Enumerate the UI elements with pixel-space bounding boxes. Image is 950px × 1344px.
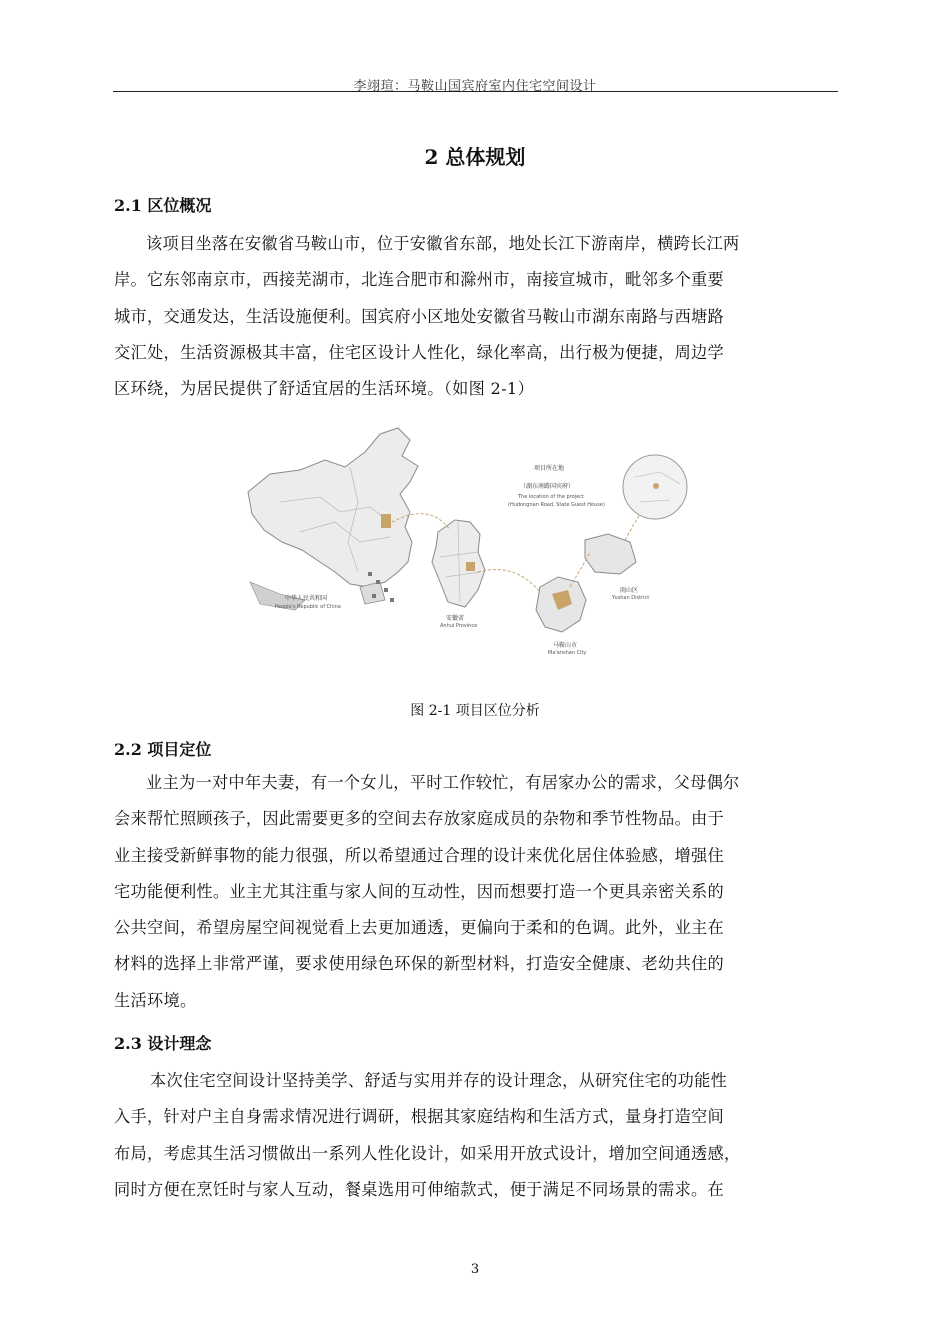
yushan-map [585, 534, 649, 601]
maanshan-label-cn: 马鞍山市 [553, 642, 578, 649]
anhui-map [432, 520, 485, 629]
text-line: 城市，交通发达，生活设施便利。国宾府小区地处安徽省马鞍山市湖东南路与西塘路 [114, 306, 725, 326]
project-label-en: The location of the project [518, 494, 584, 500]
running-title: 李翊瑄：马鞍山国宾府室内住宅空间设计 [353, 79, 597, 94]
text-line: 同时方便在烹饪时与家人互动，餐桌选用可伸缩款式，便于满足不同场景的需求。在 [114, 1179, 725, 1199]
maanshan-map [536, 577, 586, 656]
text-line: 本次住宅空间设计坚持美学、舒适与实用并存的设计理念，从研究住宅的功能性 [150, 1071, 728, 1090]
china-label-cn: 中华人民共和国 [285, 595, 328, 602]
china-map [248, 428, 418, 610]
text-line: 业主为一对中年夫妻，有一个女儿，平时工作较忙，有居家办公的需求，父母偶尔 [146, 773, 740, 792]
paragraph-location [114, 226, 844, 407]
text-line: 材料的选择上非常严谨，要求使用绿色环保的新型材料，打造安全健康、老幼共住的 [114, 954, 725, 974]
figure-caption: 图 2-1 项目区位分析 [410, 703, 540, 719]
text-line: 会来帮忙照顾孩子，因此需要更多的空间去存放家庭成员的杂物和季节性物品。由于 [114, 809, 725, 829]
maanshan-label-en: Ma'anshan City [548, 650, 587, 656]
text-line: 该项目坐落在安徽省马鞍山市，位于安徽省东部，地处长江下游南岸，横跨长江两 [146, 234, 740, 253]
section-heading-location: 2.1 区位概况 [114, 196, 212, 215]
text-line: 布局，考虑其生活习惯做出一系列人性化设计，如采用开放式设计，增加空间通透感， [114, 1143, 741, 1163]
text-line: 公共空间，希望房屋空间视觉看上去更加通透，更偏向于柔和的色调。此外，业主在 [114, 918, 725, 938]
chapter-title: 2 总体规划 [424, 145, 526, 169]
project-location-text [508, 464, 605, 508]
text-line: 生活环境。 [114, 990, 197, 1010]
anhui-label-en: Anhui Province [440, 623, 478, 629]
page-number: 3 [470, 1262, 480, 1277]
header-divider [113, 91, 838, 92]
maanshan-highlight [466, 562, 475, 571]
project-pin [653, 483, 659, 489]
anhui-label-cn: 安徽省 [446, 615, 465, 622]
text-line: 宅功能便利性。业主尤其注重与家人间的互动性，因而想要打造一个更具亲密关系的 [114, 881, 725, 901]
anhui-highlight [381, 514, 391, 528]
text-line: 区环绕，为居民提供了舒适宜居的生活环境。（如图 2-1） [114, 379, 535, 399]
yushan-label-en: Yushan District [612, 595, 650, 601]
china-label-en: People's Republic of China [275, 604, 341, 610]
project-site-circle [623, 455, 687, 519]
paragraph-design-concept [114, 1063, 844, 1208]
project-sub-label-en: (Hudongnan Road, State Guest House) [508, 502, 605, 508]
section-heading-design-concept: 2.3 设计理念 [114, 1034, 212, 1053]
text-line: 岸。它东邻南京市，西接芜湖市，北连合肥市和滁州市，南接宣城市，毗邻多个重要 [114, 270, 725, 290]
paragraph-positioning [114, 765, 844, 1019]
text-line: 业主接受新鲜事物的能力很强，所以希望通过合理的设计来优化居住体验感，增强住 [114, 845, 725, 865]
project-sub-label-cn: （湖东南路国宾府） [520, 483, 575, 490]
yushan-label-cn: 雨山区 [620, 587, 639, 594]
location-analysis-map [240, 422, 710, 670]
project-label-cn: 项目所在地 [534, 465, 565, 472]
text-line: 交汇处，生活资源极其丰富，住宅区设计人性化，绿化率高，出行极为便捷，周边学 [114, 342, 725, 362]
section-heading-positioning: 2.2 项目定位 [114, 740, 212, 759]
text-line: 入手，针对户主自身需求情况进行调研，根据其家庭结构和生活方式，量身打造空间 [114, 1107, 725, 1127]
